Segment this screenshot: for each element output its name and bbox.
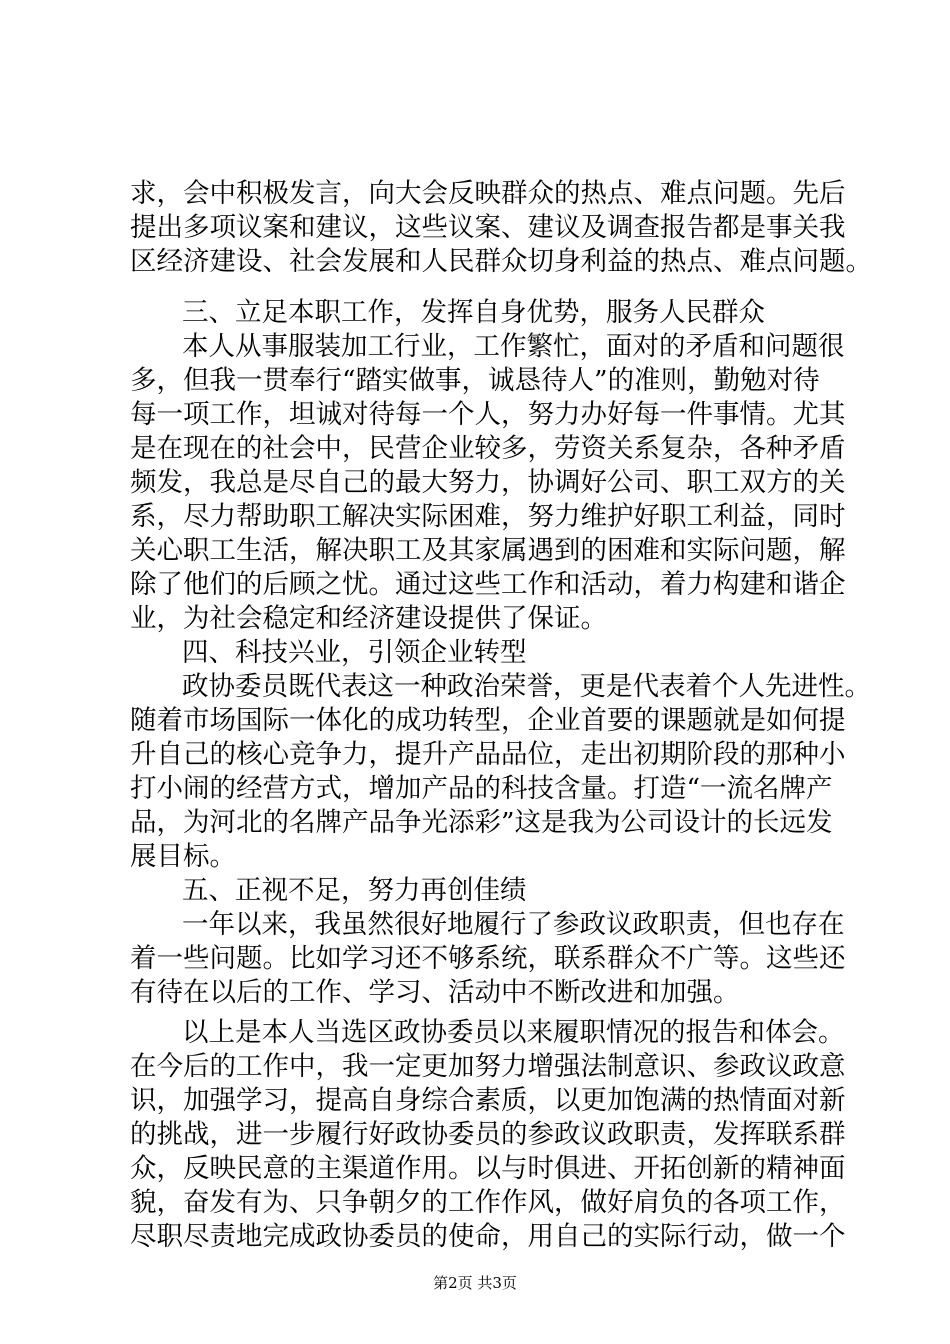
text-line: 关心职工生活，解决职工及其家属遇到的困难和实际问题，解 <box>130 535 846 566</box>
text-line: 是在现在的社会中，民营企业较多，劳资关系复杂，各种矛盾 <box>130 433 846 464</box>
text-line: 求，会中积极发言，向大会反映群众的热点、难点问题。先后 <box>130 178 846 209</box>
text-line: 多，但我一贯奉行“踏实做事，诚恳待人”的准则，勤勉对待 <box>130 365 820 396</box>
text-line: 品，为河北的名牌产品争光添彩”这是我为公司设计的长远发 <box>130 807 833 838</box>
text-line: 尽职尽责地完成政协委员的使命，用自己的实际行动，做一个 <box>130 1221 846 1252</box>
text-line: 有待在以后的工作、学习、活动中不断改进和加强。 <box>130 977 740 1008</box>
text-line: 除了他们的后顾之忧。通过这些工作和活动，着力构建和谐企 <box>130 569 846 600</box>
section-heading: 五、正视不足，努力再创佳绩 <box>182 875 527 906</box>
text-line: 打小闹的经营方式，增加产品的科技含量。打造“一流名牌产 <box>130 773 833 804</box>
text-line: 着一些问题。比如学习还不够系统，联系群众不广等。这些还 <box>130 943 846 974</box>
text-line: 频发，我总是尽自己的最大努力，协调好公司、职工双方的关 <box>130 467 846 498</box>
section-heading: 三、立足本职工作，发挥自身优势，服务人民群众 <box>182 297 765 328</box>
text-line: 提出多项议案和建议，这些议案、建议及调查报告都是事关我 <box>130 212 846 243</box>
text-line: 本人从事服装加工行业，工作繁忙，面对的矛盾和问题很 <box>182 331 845 362</box>
section-heading: 四、科技兴业，引领企业转型 <box>182 637 527 668</box>
text-line: 每一项工作，坦诚对待每一个人，努力办好每一件事情。尤其 <box>130 399 846 430</box>
text-line: 升自己的核心竞争力，提升产品品位，走出初期阶段的那种小 <box>130 739 846 770</box>
text-line: 系，尽力帮助职工解决实际困难，努力维护好职工利益，同时 <box>130 501 846 532</box>
text-line: 以上是本人当选区政协委员以来履职情况的报告和体会。 <box>182 1017 845 1048</box>
text-line: 展目标。 <box>130 841 236 872</box>
text-line: 貌，奋发有为、只争朝夕的工作作风，做好肩负的各项工作， <box>130 1187 846 1218</box>
text-line: 识，加强学习，提高自身综合素质，以更加饱满的热情面对新 <box>130 1085 846 1116</box>
text-line: 的挑战，进一步履行好政协委员的参政议政职责，发挥联系群 <box>130 1119 846 1150</box>
text-line: 业，为社会稳定和经济建设提供了保证。 <box>130 603 607 634</box>
text-line: 政协委员既代表这一种政治荣誉，更是代表着个人先进性。 <box>182 671 871 702</box>
text-line: 在今后的工作中，我一定更加努力增强法制意识、参政议政意 <box>130 1051 846 1082</box>
page-footer: 第2页 共3页 <box>433 1274 517 1292</box>
text-line: 区经济建设、社会发展和人民群众切身利益的热点、难点问题。 <box>130 246 872 277</box>
text-line: 随着市场国际一体化的成功转型，企业首要的课题就是如何提 <box>130 705 846 736</box>
text-line: 众，反映民意的主渠道作用。以与时俱进、开拓创新的精神面 <box>130 1153 846 1184</box>
text-line: 一年以来，我虽然很好地履行了参政议政职责，但也存在 <box>182 909 845 940</box>
